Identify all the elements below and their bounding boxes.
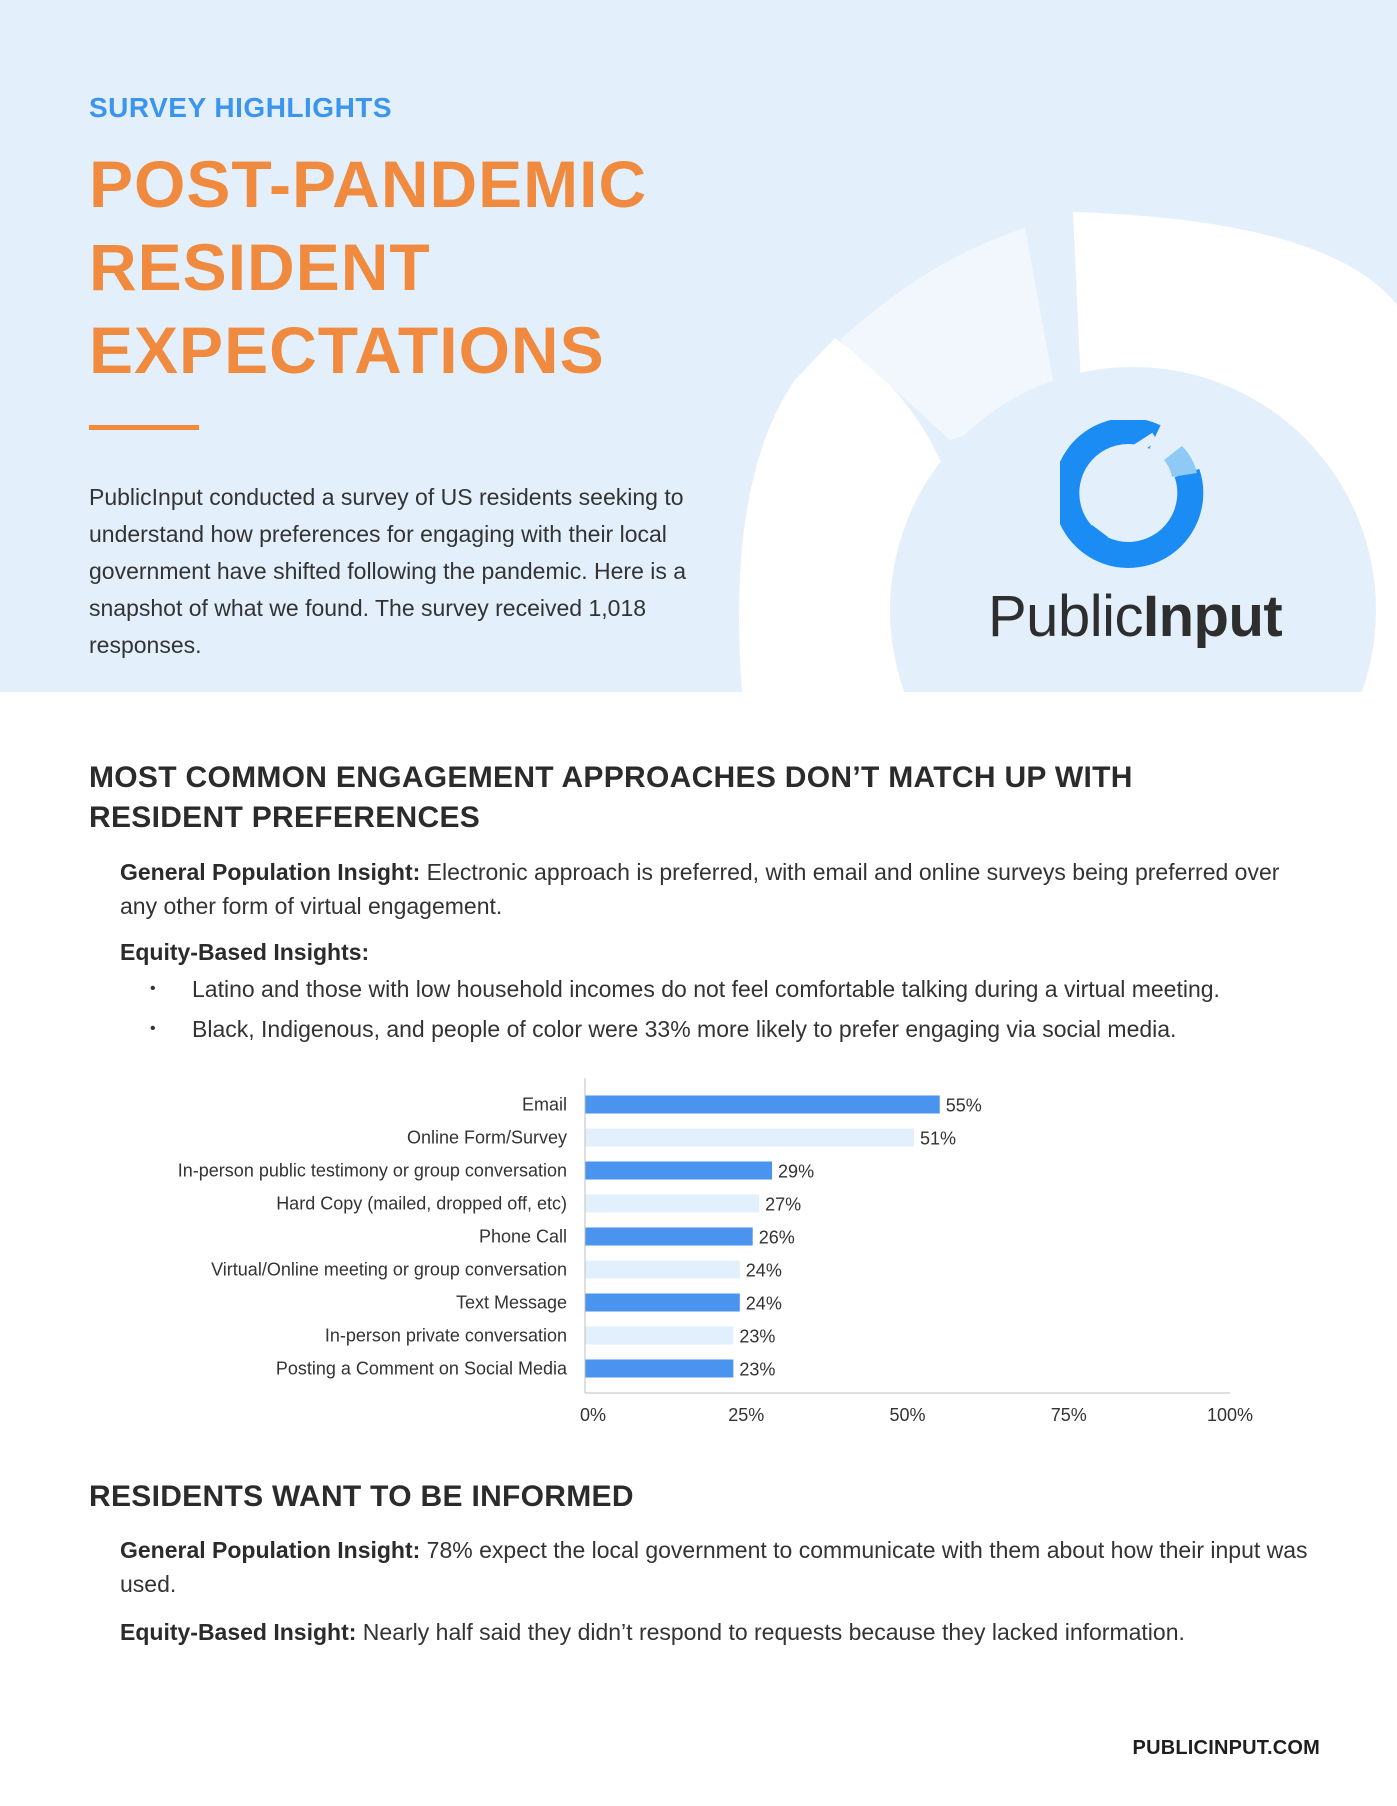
category-label: In-person private conversation	[324, 1325, 567, 1346]
general-insight-label: General Population Insight:	[120, 859, 421, 885]
bar	[585, 1261, 740, 1279]
x-tick-label: 0%	[579, 1405, 607, 1425]
section1-title: MOST COMMON ENGAGEMENT APPROACHES DON’T MATCH UP WITH RESIDENT PREFERENCES	[89, 761, 1133, 834]
section1-equity-heading	[120, 935, 369, 969]
title-line-3: EXPECTATIONS	[89, 313, 605, 387]
general-insight-label: General Population Insight:	[120, 1537, 421, 1563]
category-label: Text Message	[455, 1292, 567, 1313]
title-divider	[89, 425, 199, 430]
data-label: 26%	[758, 1227, 795, 1248]
data-label: 24%	[745, 1260, 782, 1281]
data-label: 55%	[945, 1095, 982, 1116]
hero-banner	[0, 0, 1397, 692]
category-label: Posting a Comment on Social Media	[275, 1358, 567, 1379]
logo-text-bold: Input	[1142, 584, 1283, 649]
x-tick-label: 50%	[889, 1405, 926, 1425]
equity-insight-text: Nearly half said they didn’t respond to requests because they lacked information.	[356, 1619, 1185, 1645]
intro-paragraph: PublicInput conducted a survey of US residents seeking to understand how preferences for engaging with their local government have shifted following the pandemic. Here is a snapshot of what we found. The survey received 1,018 responses.	[89, 484, 687, 658]
bar	[585, 1294, 740, 1312]
category-label: In-person public testimony or group conversation	[177, 1160, 567, 1181]
section1-general-insight	[120, 855, 1320, 923]
data-label: 51%	[919, 1128, 956, 1149]
bar	[585, 1195, 759, 1213]
data-label: 23%	[739, 1359, 776, 1380]
category-label: Online Form/Survey	[406, 1127, 567, 1148]
x-tick-label: 100%	[1206, 1405, 1254, 1425]
publicinput-logo-icon	[1060, 420, 1215, 575]
publicinput-logo-text	[988, 584, 1283, 649]
data-label: 29%	[778, 1161, 815, 1182]
page-title	[89, 143, 789, 392]
general-insight-text: Electronic approach is preferred, with email and online surveys being preferred over any other form of virtual engagement.	[120, 859, 1280, 919]
bar	[585, 1228, 753, 1246]
section2-equity-insight	[120, 1615, 1335, 1649]
category-label: Virtual/Online meeting or group conversation	[211, 1259, 567, 1280]
x-tick-label: 25%	[728, 1405, 765, 1425]
bar	[585, 1096, 940, 1114]
category-label: Hard Copy (mailed, dropped off, etc)	[276, 1193, 567, 1214]
engagement-preferences-chart	[0, 1070, 1397, 1440]
eyebrow-label: SURVEY HIGHLIGHTS	[89, 92, 393, 123]
x-tick-label: 75%	[1050, 1405, 1087, 1425]
equity-bullet-list	[120, 972, 1220, 1052]
bar	[585, 1327, 733, 1345]
data-label: 27%	[765, 1194, 802, 1215]
title-line-1: POST-PANDEMIC	[89, 147, 648, 221]
bar	[585, 1129, 914, 1147]
bar	[585, 1162, 772, 1180]
data-label: 23%	[739, 1326, 776, 1347]
section2-title: RESIDENTS WANT TO BE INFORMED	[89, 1480, 634, 1513]
equity-insight-label: Equity-Based Insight:	[120, 1619, 357, 1645]
category-label: Email	[521, 1094, 567, 1115]
equity-insights-label: Equity-Based Insights:	[120, 939, 370, 965]
bullet-text: Latino and those with low household incomes do not feel comfortable talking during a virtual meeting.	[192, 976, 1220, 1002]
general-insight-text: 78% expect the local government to communicate with them about how their input was used.	[120, 1537, 1308, 1597]
list-item: • Latino and those with low household incomes do not feel comfortable talking during a virtual meeting.	[150, 976, 1220, 1002]
bullet-text: Black, Indigenous, and people of color were 33% more likely to prefer engaging via social media.	[192, 1016, 1177, 1042]
footer-website-url[interactable]: PUBLICINPUT.COM	[1132, 1737, 1320, 1759]
list-item: • Black, Indigenous, and people of color were 33% more likely to prefer engaging via social media.	[150, 1016, 1177, 1042]
section2-general-insight	[120, 1533, 1335, 1601]
data-label: 24%	[745, 1293, 782, 1314]
title-line-2: RESIDENT	[89, 230, 431, 304]
bar	[585, 1360, 733, 1378]
logo-text-regular: Public	[988, 584, 1143, 649]
category-label: Phone Call	[478, 1226, 567, 1247]
